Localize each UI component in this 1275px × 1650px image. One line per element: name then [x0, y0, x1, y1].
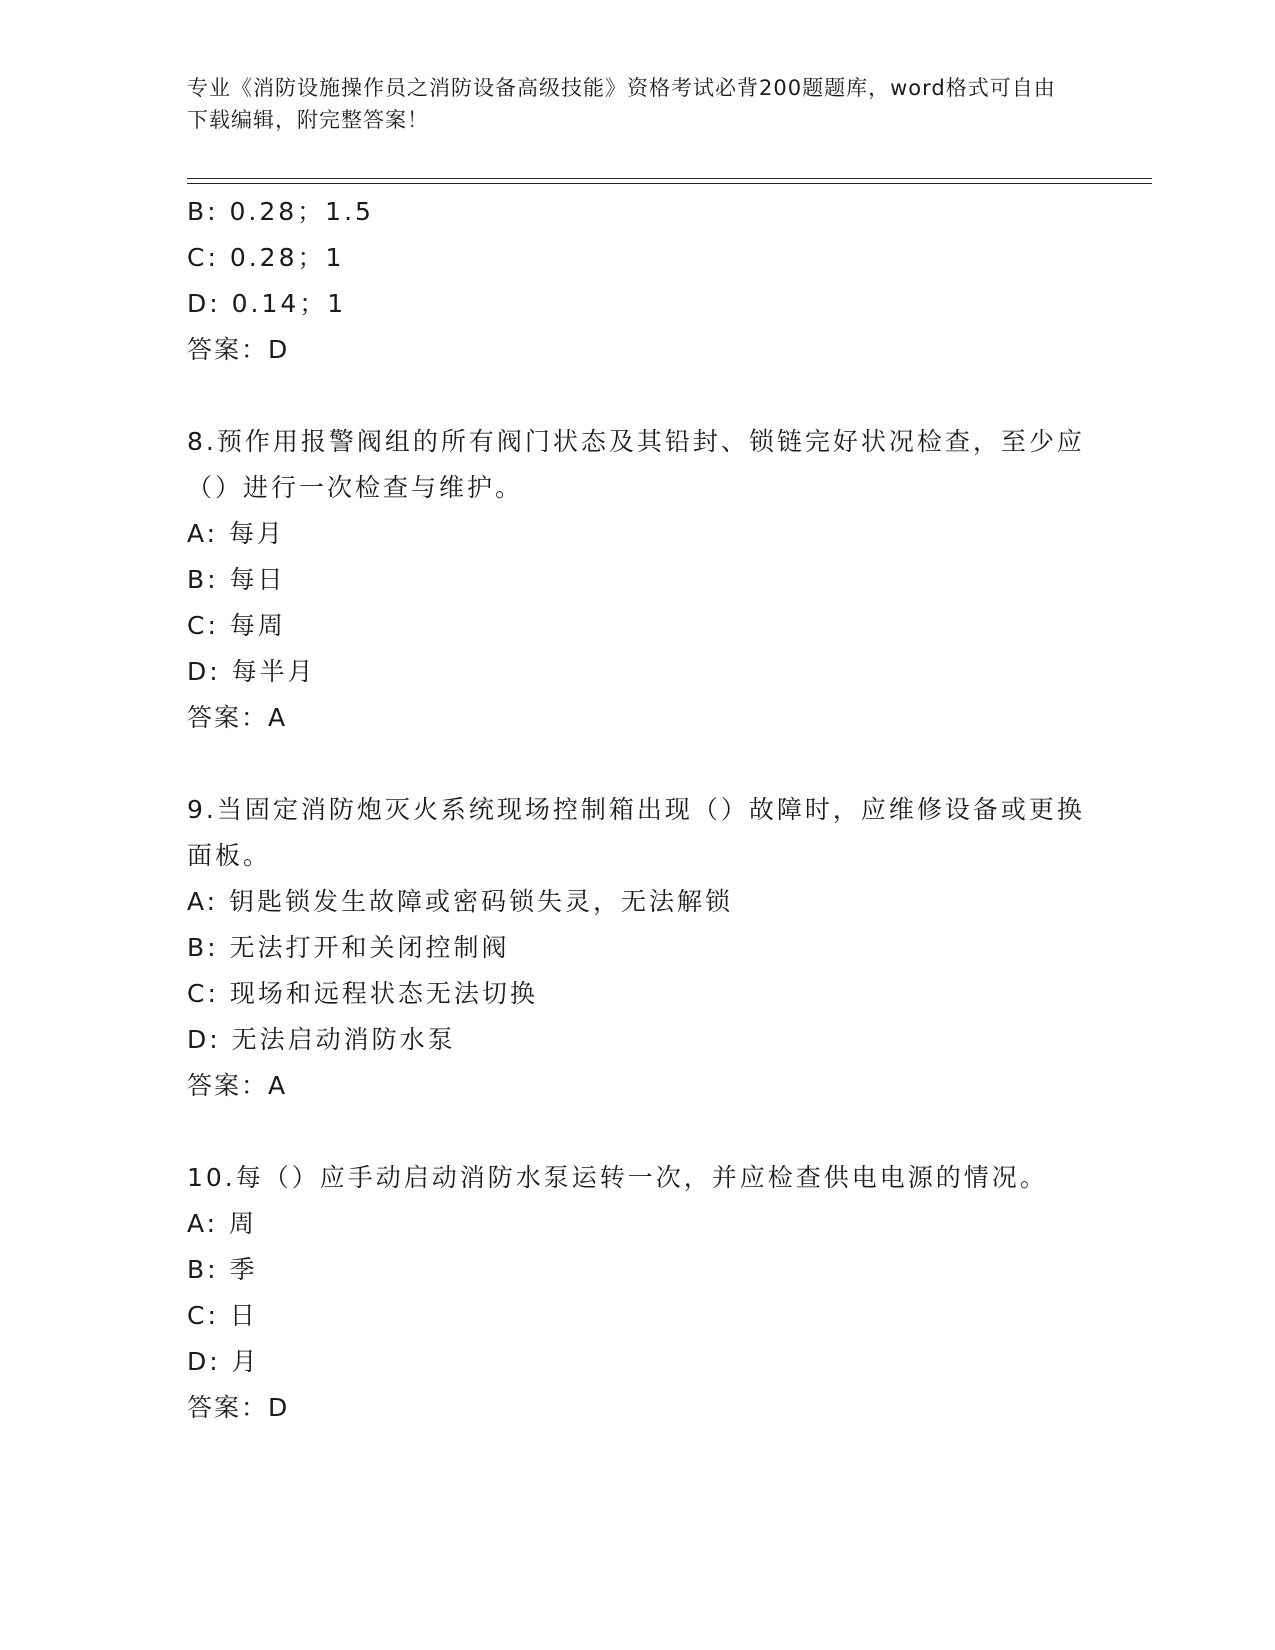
option-a: A: 周 [187, 1209, 258, 1238]
option-c: C: 0.28；1 [187, 243, 345, 272]
answer-line: 答案：A [187, 703, 288, 732]
option-d: D: 每半月 [187, 657, 316, 686]
answer-line: 答案：A [187, 1071, 288, 1100]
option-a: A: 钥匙锁发生故障或密码锁失灵，无法解锁 [187, 887, 734, 916]
question-7-remainder [187, 189, 1087, 373]
question-9 [187, 787, 1087, 1109]
option-b: B: 无法打开和关闭控制阀 [187, 933, 510, 962]
option-b: B: 0.28；1.5 [187, 197, 374, 226]
option-d: D: 无法启动消防水泵 [187, 1025, 456, 1054]
option-a: A: 每月 [187, 519, 286, 548]
document-title: 专业《消防设施操作员之消防设备高级技能》资格考试必背200题题库，word格式可自由下载编辑，附完整答案！ [187, 76, 1056, 132]
spacer [187, 1109, 1087, 1155]
option-c: C: 每周 [187, 611, 286, 640]
header-divider-bottom [187, 183, 1152, 184]
option-c: C: 日 [187, 1301, 258, 1330]
spacer [187, 373, 1087, 419]
question-text: 9.当固定消防炮灭火系统现场控制箱出现（）故障时，应维修设备或更换面板。 [187, 795, 1085, 870]
question-8 [187, 419, 1087, 741]
question-10 [187, 1155, 1087, 1431]
question-text: 10.每（）应手动启动消防水泵运转一次，并应检查供电电源的情况。 [187, 1163, 1048, 1192]
page-header [187, 72, 1067, 136]
question-list [187, 189, 1087, 1431]
question-text: 8.预作用报警阀组的所有阀门状态及其铅封、锁链完好状况检查，至少应（）进行一次检查与维护。 [187, 427, 1085, 502]
option-d: D: 0.14；1 [187, 289, 347, 318]
spacer [187, 741, 1087, 787]
option-d: D: 月 [187, 1347, 260, 1376]
option-b: B: 每日 [187, 565, 286, 594]
answer-line: 答案：D [187, 1393, 290, 1422]
option-b: B: 季 [187, 1255, 258, 1284]
header-divider-top [187, 178, 1152, 179]
answer-line: 答案：D [187, 335, 290, 364]
option-c: C: 现场和远程状态无法切换 [187, 979, 538, 1008]
